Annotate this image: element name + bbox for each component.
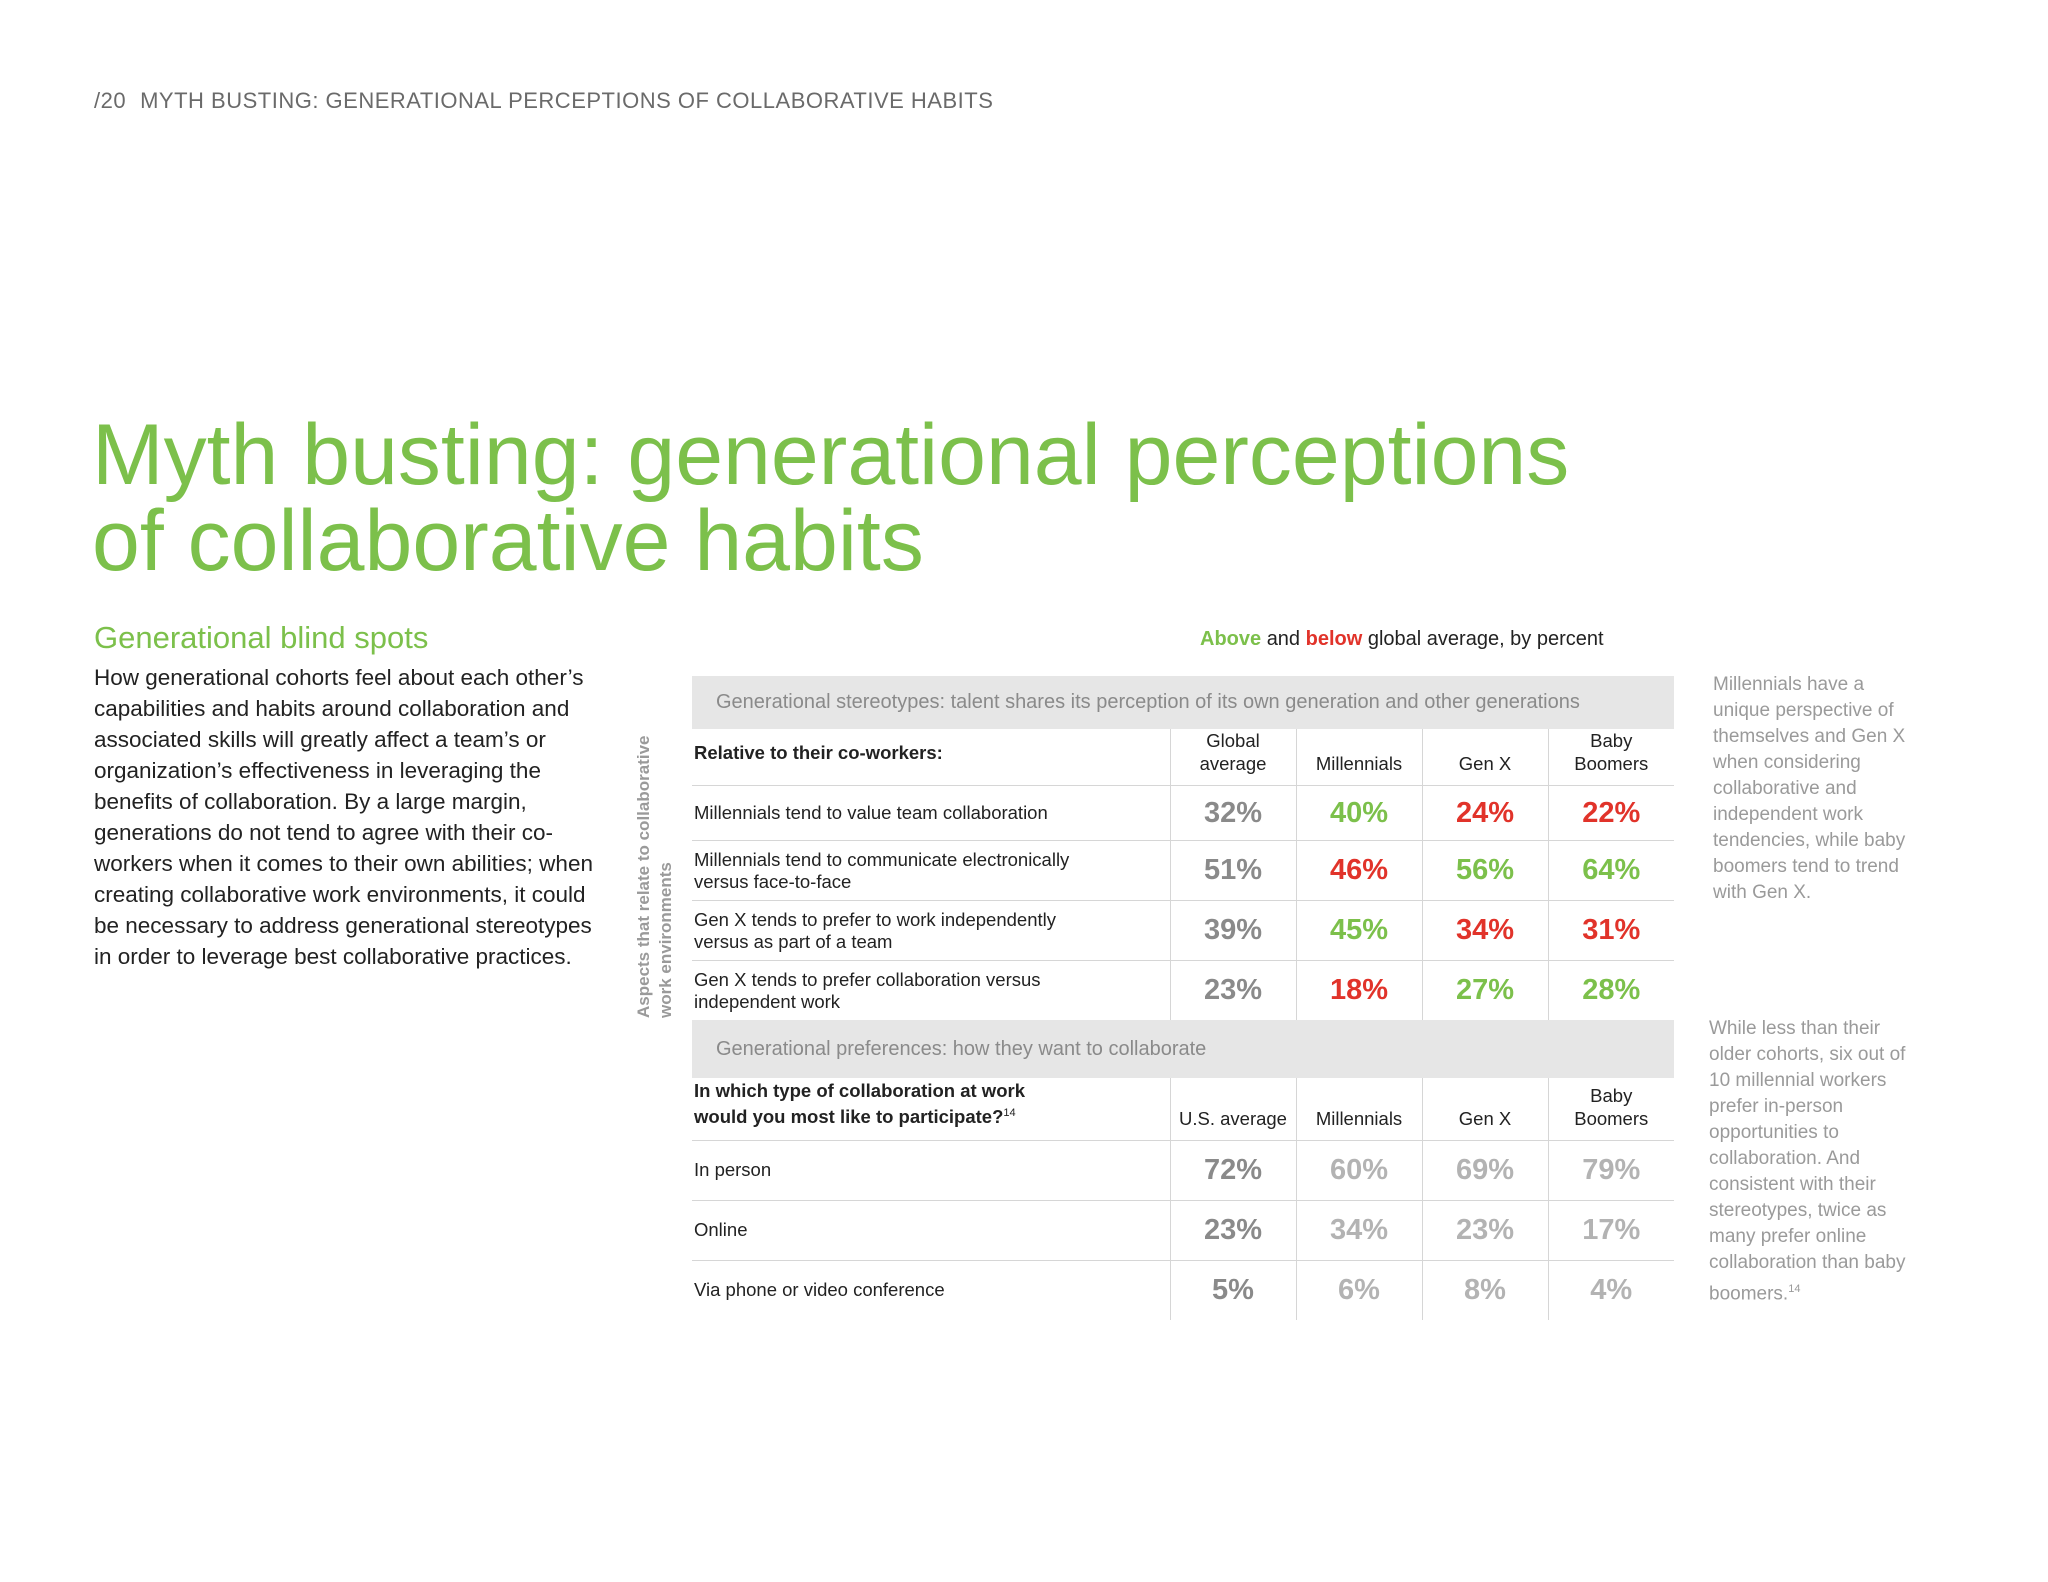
- table-row: [692, 1140, 1674, 1200]
- value-cell: 69%: [1422, 1140, 1548, 1200]
- column-header: Global average: [1170, 729, 1296, 786]
- preferences-header-row: [692, 1078, 1674, 1140]
- legend-above: Above: [1200, 628, 1262, 650]
- value-cell: 39%: [1170, 901, 1296, 961]
- value-cell: 8%: [1422, 1260, 1548, 1320]
- preferences-question: In which type of collaboration at work would you most like to participate?$^{14}$: [692, 1078, 1170, 1140]
- value-cell: 27%: [1422, 961, 1548, 1021]
- intro-paragraph: How generational cohorts feel about each other’s capabilities and habits around collaboration and associated skills will greatly affect a team’s or organization’s effectiveness in leveraging the benefits of collaboration. By a large margin, generations do not tend to agree with their co-workers when it comes to their own abilities; when creating collaborative work environments, it could be necessary to address generational stereotypes in order to leverage best collaborative practices.: [94, 665, 593, 969]
- value-cell: 64%: [1548, 841, 1674, 901]
- preferences-table: [692, 1078, 1674, 1320]
- legend-and: and: [1266, 628, 1301, 650]
- value-cell: 32%: [1170, 786, 1296, 841]
- value-cell: 60%: [1296, 1140, 1422, 1200]
- stereotypes-question: Relative to their co-workers:: [692, 729, 1170, 786]
- stereotypes-header-row: [692, 729, 1674, 786]
- column-header: Gen X: [1422, 729, 1548, 786]
- table-row: [692, 1200, 1674, 1260]
- value-cell: 31%: [1548, 901, 1674, 961]
- value-cell: 56%: [1422, 841, 1548, 901]
- running-header: [94, 88, 993, 114]
- row-label: Via phone or video conference: [692, 1260, 1170, 1320]
- row-label: In person: [692, 1140, 1170, 1200]
- value-cell: 22%: [1548, 786, 1674, 841]
- value-cell: 40%: [1296, 786, 1422, 841]
- section-subtitle: Generational blind spots: [94, 620, 429, 655]
- color-legend: [1200, 628, 1604, 651]
- value-cell: 18%: [1296, 961, 1422, 1021]
- value-cell: 45%: [1296, 901, 1422, 961]
- page-number: /20: [94, 88, 127, 113]
- value-cell: 46%: [1296, 841, 1422, 901]
- preferences-section-bar: Generational preferences: how they want to collaborate: [692, 1020, 1674, 1078]
- column-header: Baby Boomers: [1548, 729, 1674, 786]
- stereotypes-rows: [692, 786, 1674, 1021]
- legend-rest: global average, by percent: [1367, 628, 1604, 650]
- row-label: Gen X tends to prefer to work independently versus as part of a team: [692, 901, 1170, 961]
- running-title: MYTH BUSTING: GENERATIONAL PERCEPTIONS OF COLLABORATIVE HABITS: [140, 88, 994, 113]
- value-cell: 17%: [1548, 1200, 1674, 1260]
- value-cell: 6%: [1296, 1260, 1422, 1320]
- value-cell: 34%: [1296, 1200, 1422, 1260]
- side-label-line-2: work environments: [656, 862, 675, 1018]
- table-row: [692, 901, 1674, 961]
- value-cell: 4%: [1548, 1260, 1674, 1320]
- value-cell: 5%: [1170, 1260, 1296, 1320]
- row-label: Millennials tend to communicate electronically versus face-to-face: [692, 841, 1170, 901]
- table-row: [692, 841, 1674, 901]
- table-row: [692, 786, 1674, 841]
- row-label: Online: [692, 1200, 1170, 1260]
- stereotypes-table: [692, 729, 1674, 1021]
- value-cell: 23%: [1170, 961, 1296, 1021]
- value-cell: 24%: [1422, 786, 1548, 841]
- table-row: [692, 1260, 1674, 1320]
- title-line-1: Myth busting: generational perceptions: [92, 407, 1570, 503]
- preferences-rows: [692, 1140, 1674, 1320]
- column-header: Baby Boomers: [1548, 1078, 1674, 1140]
- row-label: Millennials tend to value team collaboration: [692, 786, 1170, 841]
- column-header: Millennials: [1296, 729, 1422, 786]
- value-cell: 34%: [1422, 901, 1548, 961]
- vertical-side-label: [633, 698, 677, 1018]
- value-cell: 51%: [1170, 841, 1296, 901]
- value-cell: 23%: [1170, 1200, 1296, 1260]
- column-header: Gen X: [1422, 1078, 1548, 1140]
- column-header: Millennials: [1296, 1078, 1422, 1140]
- page-title: [92, 407, 1570, 589]
- side-note-preferences: While less than their older cohorts, six out of 10 millennial workers prefer in-person opportunities to collaboration. And consistent with their stereotypes, twice as many prefer online collaboration than baby boomers.$^{14}$: [1709, 1018, 1906, 1305]
- table-row: [692, 961, 1674, 1021]
- side-label-line-1: Aspects that relate to collaborative: [634, 735, 653, 1018]
- legend-below: below: [1305, 628, 1363, 650]
- side-note-stereotypes: Millennials have a unique perspective of themselves and Gen X when considering collaborative and independent work tendencies, while baby boomers tend to trend with Gen X.: [1713, 674, 1906, 903]
- row-label: Gen X tends to prefer collaboration versus independent work: [692, 961, 1170, 1021]
- stereotypes-section-bar: Generational stereotypes: talent shares its perception of its own generation and other generations: [692, 676, 1674, 729]
- value-cell: 72%: [1170, 1140, 1296, 1200]
- value-cell: 79%: [1548, 1140, 1674, 1200]
- title-line-2: of collaborative habits: [92, 493, 924, 589]
- value-cell: 28%: [1548, 961, 1674, 1021]
- value-cell: 23%: [1422, 1200, 1548, 1260]
- column-header: U.S. average: [1170, 1078, 1296, 1140]
